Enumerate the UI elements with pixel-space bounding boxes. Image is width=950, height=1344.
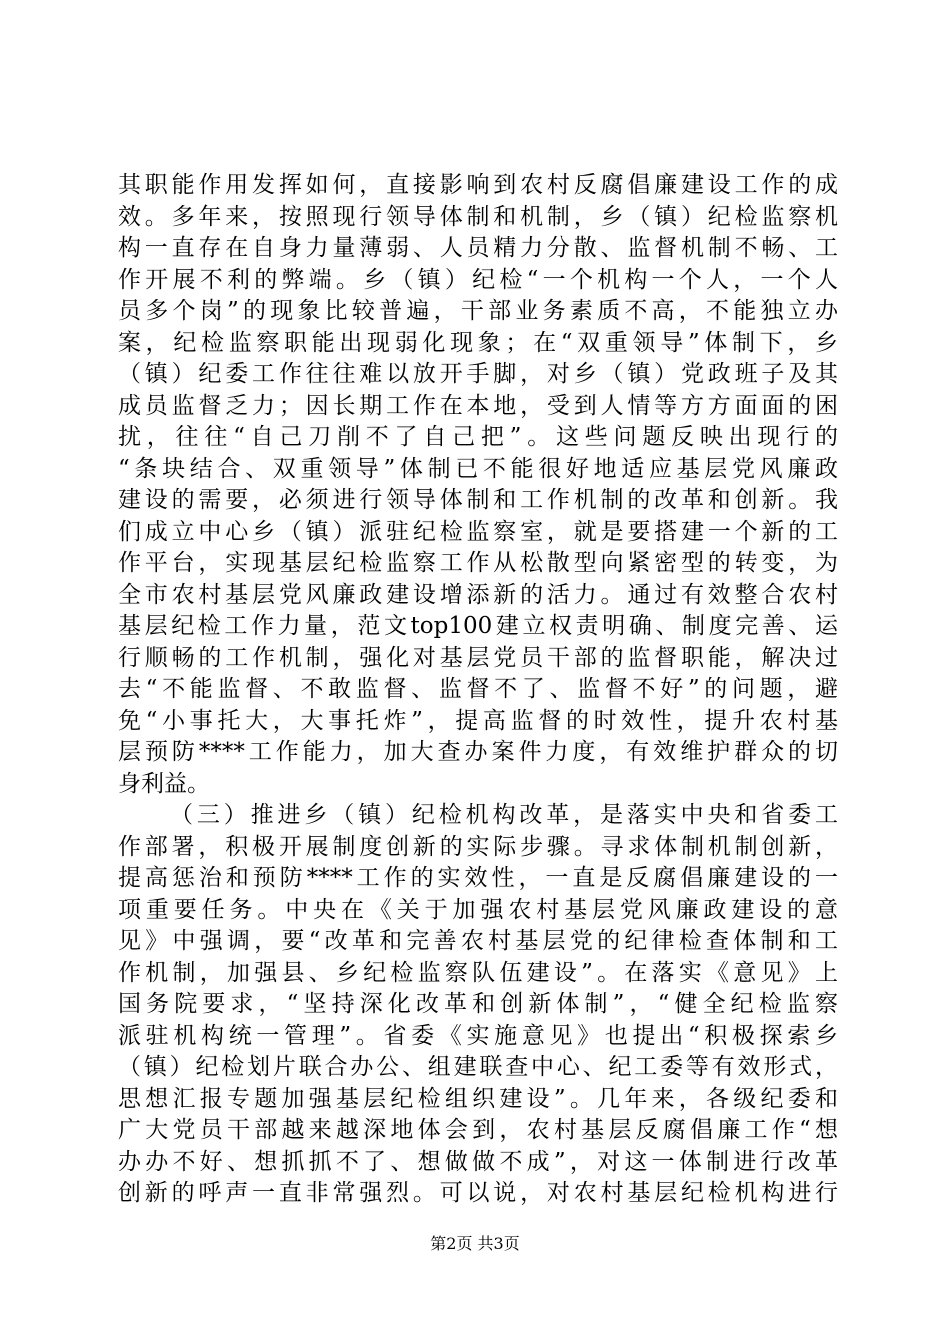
paragraph [118,800,838,1210]
text-line: 国务院要求，“坚持深化改革和创新体制”，“健全纪检监察 [118,991,838,1017]
text-line: 思想汇报专题加强基层纪检组织建设”。几年来，各级纪委和 [118,1085,838,1112]
text-line: 成员监督乏力；因长期工作在本地，受到人情等方方面面的困 [118,392,838,419]
text-line: 派驻机构统一管理”。省委《实施意见》也提出“积极探索乡 [118,1022,838,1049]
text-line: “条块结合、双重领导”体制已不能很好地适应基层党风廉政 [118,455,838,482]
text-line: 全市农村基层党风廉政建设增添新的活力。通过有效整合农村 [118,581,838,608]
text-line: 项重要任务。中央在《关于加强农村基层党风廉政建设的意 [118,896,838,923]
text-line: （镇）纪检划片联合办公、组建联查中心、纪工委等有效形式， [118,1054,838,1080]
text-line: 层预防****工作能力，加大查办案件力度，有效维护群众的切 [118,739,838,765]
text-line: （镇）纪委工作往往难以放开手脚，对乡（镇）党政班子及其 [118,361,838,387]
text-line: 作机制，加强县、乡纪检监察队伍建设”。在落实《意见》上 [118,959,838,986]
text-line: 构一直存在自身力量薄弱、人员精力分散、监督机制不畅、工 [118,235,838,261]
text-line: 办办不好、想抓抓不了、想做做不成”，对这一体制进行改革 [118,1148,838,1175]
text-line: 其职能作用发挥如何，直接影响到农村反腐倡廉建设工作的成 [118,172,838,198]
text-line: 身利益。 [118,770,210,797]
text-line: 免“小事托大，大事托炸”，提高监督的时效性，提升农村基 [118,707,838,734]
text-line: 作部署，积极开展制度创新的实际步骤。寻求体制机制创新， [118,833,838,860]
text-line: 提高惩治和预防****工作的实效性，一直是反腐倡廉建设的一 [118,865,838,891]
text-line: （三）推进乡（镇）纪检机构改革，是落实中央和省委工 [170,802,838,828]
text-line: 案，纪检监察职能出现弱化现象；在“双重领导”体制下，乡 [118,329,838,356]
page-footer: 第2页 共3页 [430,1234,520,1253]
text-line: 广大党员干部越来越深地体会到，农村基层反腐倡廉工作“想 [118,1117,838,1143]
text-line: 们成立中心乡（镇）派驻纪检监察室，就是要搭建一个新的工 [118,518,838,545]
text-line: 建设的需要，必须进行领导体制和工作机制的改革和创新。我 [118,487,838,513]
text-line: 员多个岗”的现象比较普遍，干部业务素质不高，不能独立办 [118,298,838,324]
text-line: 作平台，实现基层纪检监察工作从松散型向紧密型的转变，为 [118,550,838,576]
body-text [118,170,838,1210]
text-line: 基层纪检工作力量，范文top100建立权责明确、制度完善、运 [118,613,838,639]
text-line: 作开展不利的弊端。乡（镇）纪检“一个机构一个人，一个人 [118,266,838,293]
text-line: 见》中强调，要“改革和完善农村基层党的纪律检查体制和工 [118,928,838,954]
paragraph [118,170,838,800]
text-line: 创新的呼声一直非常强烈。可以说，对农村基层纪检机构进行 [118,1180,838,1206]
text-line: 效。多年来，按照现行领导体制和机制，乡（镇）纪检监察机 [118,203,838,230]
text-line: 扰，往往“自己刀削不了自己把”。这些问题反映出现行的 [118,424,838,450]
text-line: 去“不能监督、不敢监督、监督不了、监督不好”的问题，避 [118,676,838,702]
text-line: 行顺畅的工作机制，强化对基层党员干部的监督职能，解决过 [118,644,838,671]
